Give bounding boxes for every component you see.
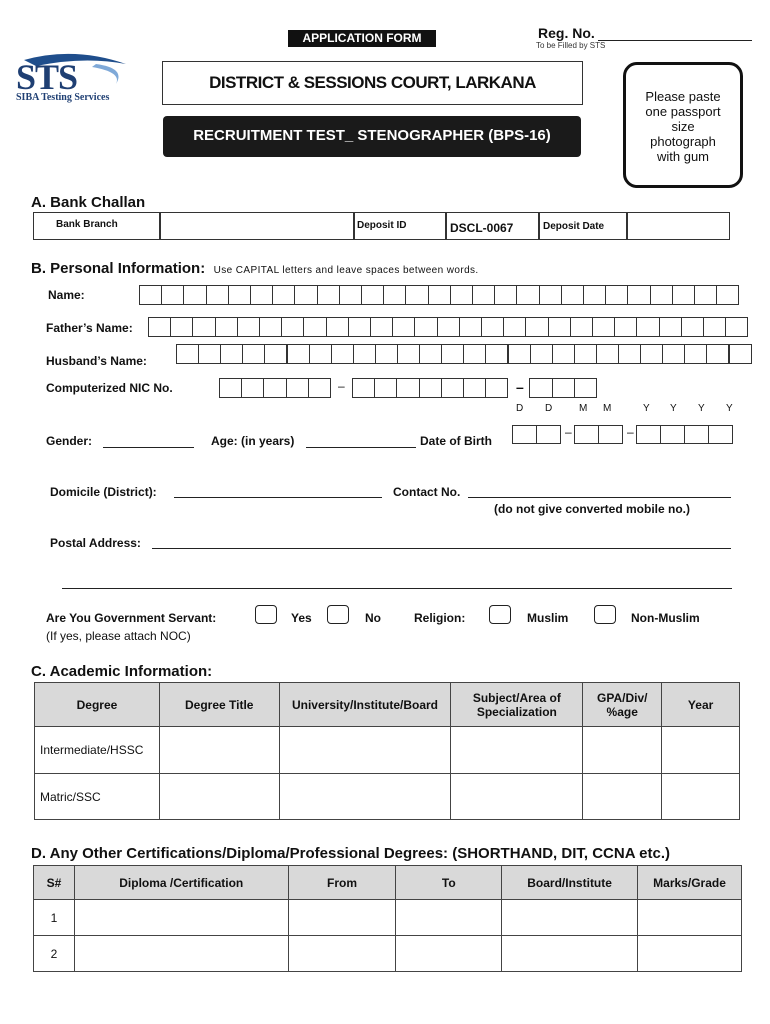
husband-name-label: Husband’s Name:	[46, 354, 147, 368]
personal-heading-row	[31, 260, 479, 278]
char-box[interactable]	[241, 378, 264, 398]
religion-label: Religion:	[414, 611, 466, 625]
char-box[interactable]	[552, 344, 575, 364]
char-box[interactable]	[525, 317, 548, 337]
char-box[interactable]	[375, 344, 398, 364]
court-title: DISTRICT & SESSIONS COURT, LARKANA	[162, 61, 583, 105]
academic-row-label: Intermediate/HSSC	[35, 727, 160, 774]
deposit-id-label: Deposit ID	[357, 220, 407, 231]
char-box[interactable]	[463, 378, 486, 398]
char-box[interactable]	[348, 317, 371, 337]
non-muslim-checkbox[interactable]	[594, 605, 616, 624]
muslim-checkbox[interactable]	[489, 605, 511, 624]
father-name-label: Father’s Name:	[46, 321, 133, 335]
char-box[interactable]	[694, 285, 717, 305]
char-box[interactable]	[650, 285, 673, 305]
deposit-date-label: Deposit Date	[543, 221, 605, 232]
char-box[interactable]	[161, 285, 184, 305]
name-label: Name:	[48, 288, 85, 302]
char-box[interactable]	[574, 344, 597, 364]
bank-challan-heading: A. Bank Challan	[31, 194, 146, 211]
char-box[interactable]	[662, 344, 685, 364]
char-box[interactable]	[263, 378, 286, 398]
char-box[interactable]	[574, 378, 597, 398]
cert-cell[interactable]	[638, 936, 742, 972]
char-box[interactable]	[539, 285, 562, 305]
char-box[interactable]	[725, 317, 748, 337]
char-box[interactable]	[352, 378, 375, 398]
dob-dash-1: –	[565, 425, 572, 439]
certification-table	[33, 865, 742, 972]
char-box[interactable]	[308, 378, 331, 398]
academic-cell[interactable]	[662, 774, 740, 820]
char-box[interactable]	[703, 317, 726, 337]
govt-servant-label: Are You Government Servant:	[46, 611, 217, 625]
char-box[interactable]	[339, 285, 362, 305]
sts-logo	[14, 50, 129, 106]
academic-col-gpa: GPA/Div/ %age	[583, 683, 662, 727]
logo-subtext: SIBA Testing Services	[16, 92, 110, 103]
cert-cell[interactable]	[396, 936, 502, 972]
academic-cell[interactable]	[159, 774, 279, 820]
char-box[interactable]	[414, 317, 437, 337]
char-box[interactable]	[706, 344, 729, 364]
deposit-date-cell	[539, 212, 627, 240]
char-box[interactable]	[259, 317, 282, 337]
char-box[interactable]	[529, 378, 552, 398]
char-box[interactable]	[170, 317, 193, 337]
date-hint-letter: Y	[643, 403, 650, 414]
academic-cell[interactable]	[279, 774, 451, 820]
photo-note-line: size	[671, 119, 695, 134]
cert-row-number: 2	[34, 936, 75, 972]
yes-checkbox[interactable]	[255, 605, 277, 624]
char-box[interactable]	[215, 317, 238, 337]
academic-cell[interactable]	[583, 727, 662, 774]
academic-col-degree: Degree	[35, 683, 160, 727]
academic-cell[interactable]	[583, 774, 662, 820]
reg-no-field[interactable]	[598, 40, 752, 41]
cert-row-number: 1	[34, 900, 75, 936]
govt-servant-note: (If yes, please attach NOC)	[46, 629, 191, 643]
postal-address-label: Postal Address:	[50, 536, 141, 550]
char-box[interactable]	[392, 317, 415, 337]
contact-label: Contact No.	[393, 485, 461, 499]
char-box[interactable]	[716, 285, 739, 305]
photo-note-line: photograph	[650, 134, 716, 149]
char-box[interactable]	[660, 425, 685, 444]
char-box[interactable]	[331, 344, 354, 364]
muslim-label: Muslim	[527, 611, 569, 625]
domicile-label: Domicile (District):	[50, 485, 157, 499]
char-box[interactable]	[450, 285, 473, 305]
char-box[interactable]	[681, 317, 704, 337]
char-box[interactable]	[605, 285, 628, 305]
char-box[interactable]	[548, 317, 571, 337]
date-hint-letter: D	[545, 403, 553, 414]
char-box[interactable]	[198, 344, 221, 364]
char-box[interactable]	[139, 285, 162, 305]
cert-cell[interactable]	[396, 900, 502, 936]
char-box[interactable]	[598, 425, 623, 444]
char-box[interactable]	[383, 285, 406, 305]
application-form-label: APPLICATION FORM	[288, 30, 436, 47]
no-checkbox[interactable]	[327, 605, 349, 624]
char-box[interactable]	[220, 344, 243, 364]
char-box[interactable]	[708, 425, 733, 444]
char-box[interactable]	[552, 378, 575, 398]
age-label: Age: (in years)	[211, 434, 295, 448]
cert-col-sno: S#	[34, 866, 75, 900]
no-label: No	[365, 611, 381, 625]
postal-address-field-2[interactable]	[62, 588, 732, 589]
personal-instruction: Use CAPITAL letters and leave spaces between words.	[213, 265, 479, 276]
contact-note: (do not give converted mobile no.)	[494, 502, 691, 516]
date-hint-letter: Y	[698, 403, 705, 414]
gender-field[interactable]	[103, 447, 194, 448]
academic-col-university: University/Institute/Board	[279, 683, 451, 727]
char-box[interactable]	[237, 317, 260, 337]
char-box[interactable]	[729, 344, 752, 364]
char-box[interactable]	[485, 378, 508, 398]
cert-col-to: To	[396, 866, 502, 900]
char-box[interactable]	[463, 344, 486, 364]
char-box[interactable]	[672, 285, 695, 305]
dob-label: Date of Birth	[420, 434, 492, 448]
cert-cell[interactable]	[502, 900, 638, 936]
char-box[interactable]	[326, 317, 349, 337]
char-box[interactable]	[441, 378, 464, 398]
char-box[interactable]	[441, 344, 464, 364]
char-box[interactable]	[192, 317, 215, 337]
char-box[interactable]	[428, 285, 451, 305]
cnic-label: Computerized NIC No.	[46, 381, 173, 395]
academic-col-degree-title: Degree Title	[159, 683, 279, 727]
char-box[interactable]	[684, 425, 709, 444]
gender-label: Gender:	[46, 434, 93, 448]
deposit-id-value: DSCL-0067	[450, 221, 514, 235]
cert-cell[interactable]	[502, 936, 638, 972]
academic-cell[interactable]	[159, 727, 279, 774]
cert-cell[interactable]	[288, 900, 396, 936]
bank-branch-cell	[33, 212, 160, 240]
char-box[interactable]	[596, 344, 619, 364]
char-box[interactable]	[148, 317, 171, 337]
char-box[interactable]	[250, 285, 273, 305]
char-box[interactable]	[659, 317, 682, 337]
char-box[interactable]	[574, 425, 599, 444]
academic-cell[interactable]	[451, 727, 583, 774]
cert-col-from: From	[288, 866, 396, 900]
char-box[interactable]	[228, 285, 251, 305]
char-box[interactable]	[206, 285, 229, 305]
non-muslim-label: Non-Muslim	[631, 611, 700, 625]
academic-cell[interactable]	[451, 774, 583, 820]
char-box[interactable]	[370, 317, 393, 337]
academic-row-label: Matric/SSC	[35, 774, 160, 820]
other-cert-heading: D. Any Other Certifications/Diploma/Professional Degrees: (SHORTHAND, DIT, CCNA etc.)	[31, 845, 670, 862]
test-title: RECRUITMENT TEST_ STENOGRAPHER (BPS-16)	[163, 116, 581, 157]
table-row	[34, 900, 742, 936]
char-box[interactable]	[472, 285, 495, 305]
char-box[interactable]	[419, 378, 442, 398]
char-box[interactable]	[272, 285, 295, 305]
academic-cell[interactable]	[279, 727, 451, 774]
date-hint-letter: M	[603, 403, 612, 414]
char-box[interactable]	[684, 344, 707, 364]
photo-note-line: one passport	[645, 104, 721, 119]
char-box[interactable]	[405, 285, 428, 305]
char-box[interactable]	[419, 344, 442, 364]
cert-col-marks: Marks/Grade	[638, 866, 742, 900]
dob-dash-2: –	[627, 425, 634, 439]
academic-col-subject: Subject/Area of Specialization	[451, 683, 583, 727]
char-box[interactable]	[508, 344, 531, 364]
cnic-dash-1: –	[338, 379, 345, 393]
char-box[interactable]	[294, 285, 317, 305]
char-box[interactable]	[287, 344, 310, 364]
academic-table	[34, 682, 740, 820]
logo-text: STS	[16, 57, 78, 97]
char-box[interactable]	[636, 317, 659, 337]
char-box[interactable]	[636, 425, 661, 444]
char-box[interactable]	[183, 285, 206, 305]
char-box[interactable]	[583, 285, 606, 305]
char-box[interactable]	[627, 285, 650, 305]
photo-box	[623, 62, 743, 188]
char-box[interactable]	[516, 285, 539, 305]
cert-cell[interactable]	[74, 936, 288, 972]
academic-heading: C. Academic Information:	[31, 663, 213, 680]
char-box[interactable]	[242, 344, 265, 364]
char-box[interactable]	[361, 285, 384, 305]
cert-cell[interactable]	[638, 900, 742, 936]
deposit-id-cell	[354, 212, 446, 240]
bank-branch-label: Bank Branch	[56, 219, 118, 230]
cnic-dash-2: –	[516, 379, 524, 395]
date-hint-letter: D	[516, 403, 524, 414]
char-box[interactable]	[176, 344, 199, 364]
deposit-id-field[interactable]	[446, 212, 539, 240]
photo-note-line: with gum	[656, 149, 710, 164]
char-box[interactable]	[570, 317, 593, 337]
char-box[interactable]	[437, 317, 460, 337]
cert-col-diploma: Diploma /Certification	[74, 866, 288, 900]
char-box[interactable]	[494, 285, 517, 305]
contact-field[interactable]	[468, 497, 731, 498]
char-box[interactable]	[264, 344, 287, 364]
yes-label: Yes	[291, 611, 312, 625]
deposit-date-field[interactable]	[627, 212, 730, 240]
char-box[interactable]	[396, 378, 419, 398]
bank-branch-field[interactable]	[160, 212, 354, 240]
domicile-field[interactable]	[174, 497, 382, 498]
academic-cell[interactable]	[662, 727, 740, 774]
photo-note-line: Please paste	[645, 89, 721, 104]
date-hint-letter: Y	[670, 403, 677, 414]
char-box[interactable]	[561, 285, 584, 305]
personal-heading: B. Personal Information:	[31, 260, 206, 277]
char-box[interactable]	[485, 344, 508, 364]
char-box[interactable]	[317, 285, 340, 305]
table-row	[35, 774, 740, 820]
table-row	[35, 727, 740, 774]
char-box[interactable]	[303, 317, 326, 337]
char-box[interactable]	[459, 317, 482, 337]
char-box[interactable]	[618, 344, 641, 364]
date-hint-letter: M	[579, 403, 588, 414]
cert-col-board: Board/Institute	[502, 866, 638, 900]
char-box[interactable]	[592, 317, 615, 337]
cert-cell[interactable]	[288, 936, 396, 972]
table-row	[34, 936, 742, 972]
char-box[interactable]	[219, 378, 242, 398]
date-hint-letter: Y	[726, 403, 733, 414]
academic-col-year: Year	[662, 683, 740, 727]
char-box[interactable]	[536, 425, 561, 444]
char-box[interactable]	[530, 344, 553, 364]
char-box[interactable]	[481, 317, 504, 337]
reg-no-label: Reg. No.	[538, 25, 595, 41]
age-field[interactable]	[306, 447, 416, 448]
char-box[interactable]	[353, 344, 376, 364]
char-box[interactable]	[374, 378, 397, 398]
char-box[interactable]	[614, 317, 637, 337]
reg-no-note: To be Filled by STS	[536, 41, 606, 50]
char-box[interactable]	[512, 425, 537, 444]
char-box[interactable]	[397, 344, 420, 364]
char-box[interactable]	[286, 378, 309, 398]
char-box[interactable]	[640, 344, 663, 364]
postal-address-field[interactable]	[152, 548, 731, 549]
char-box[interactable]	[281, 317, 304, 337]
char-box[interactable]	[503, 317, 526, 337]
cert-cell[interactable]	[74, 900, 288, 936]
char-box[interactable]	[309, 344, 332, 364]
